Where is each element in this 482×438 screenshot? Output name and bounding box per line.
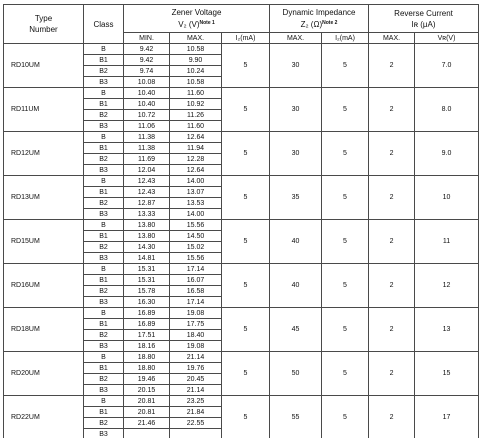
zener-voltage-title: Zener Voltage [171,8,222,17]
class-cell: B1 [84,55,124,66]
min-voltage-cell: 14.81 [124,253,170,264]
class-cell: B2 [84,110,124,121]
type-number-cell: RD13UM [4,176,84,220]
impedance-iz-cell: 5 [322,176,369,220]
max-voltage-cell: 13.07 [170,187,222,198]
max-voltage-cell: 19.76 [170,363,222,374]
min-voltage-cell: 20.81 [124,396,170,407]
max-voltage-cell: 15.56 [170,220,222,231]
reverse-max-cell: 2 [369,396,415,438]
max-voltage-cell: 21.84 [170,407,222,418]
iz-cell: 5 [222,396,270,438]
impedance-iz-cell: 5 [322,44,369,88]
iz-cell: 5 [222,132,270,176]
min-voltage-cell: 15.78 [124,286,170,297]
max-voltage-cell: 11.94 [170,143,222,154]
table-row [4,220,479,231]
table-row [4,132,479,143]
max-voltage-cell: 12.64 [170,132,222,143]
max-voltage-cell: 15.02 [170,242,222,253]
min-voltage-cell: 13.80 [124,220,170,231]
max-voltage-cell: 13.53 [170,198,222,209]
table-row [4,396,479,407]
impedance-iz-cell: 5 [322,396,369,438]
max-voltage-cell: 19.08 [170,308,222,319]
min-voltage-cell: 12.43 [124,176,170,187]
min-voltage-cell: 10.08 [124,77,170,88]
class-cell: B3 [84,165,124,176]
min-voltage-cell: 12.87 [124,198,170,209]
max-voltage-cell: 18.40 [170,330,222,341]
header-row [4,5,479,33]
max-voltage-cell: 10.58 [170,44,222,55]
min-voltage-cell: 16.30 [124,297,170,308]
class-cell: B3 [84,429,124,438]
max-voltage-cell: 19.08 [170,341,222,352]
table-body [4,44,479,438]
impedance-iz-cell: 5 [322,88,369,132]
max-voltage-cell: 23.25 [170,396,222,407]
max-voltage-cell: 12.64 [170,165,222,176]
document-page [3,4,479,438]
class-cell: B3 [84,209,124,220]
min-voltage-cell: 13.80 [124,231,170,242]
min-header: MIN. [124,33,170,44]
max-voltage-cell: 10.24 [170,66,222,77]
max-voltage-cell: 17.14 [170,264,222,275]
vr-cell: 10 [415,176,479,220]
min-voltage-cell: 12.04 [124,165,170,176]
min-voltage-cell: 9.42 [124,44,170,55]
min-voltage-cell: 21.46 [124,418,170,429]
impedance-max-cell: 30 [270,132,322,176]
dynamic-impedance-symbol: Z₂ (Ω) [300,20,323,29]
max-voltage-cell: 16.07 [170,275,222,286]
max-voltage-cell: 11.60 [170,121,222,132]
impedance-max-cell: 40 [270,220,322,264]
class-cell: B1 [84,143,124,154]
max-voltage-cell: 20.45 [170,374,222,385]
reverse-max-cell: 2 [369,264,415,308]
reverse-max-cell: 2 [369,132,415,176]
class-cell: B3 [84,121,124,132]
class-cell: B [84,352,124,363]
iz-cell: 5 [222,88,270,132]
class-cell: B1 [84,319,124,330]
iz-cell: 5 [222,308,270,352]
class-cell: B2 [84,66,124,77]
vr-cell: 15 [415,352,479,396]
type-number-cell: RD10UM [4,44,84,88]
min-voltage-cell: 13.33 [124,209,170,220]
max-voltage-cell: 14.50 [170,231,222,242]
min-voltage-cell: 18.80 [124,352,170,363]
dynamic-impedance-header [270,5,369,33]
min-voltage-cell: 11.38 [124,143,170,154]
min-voltage-cell: 16.89 [124,319,170,330]
class-cell: B2 [84,286,124,297]
max-voltage-cell: 9.90 [170,55,222,66]
table-row [4,264,479,275]
type-header-line2: Number [29,25,58,34]
min-voltage-cell: 16.89 [124,308,170,319]
min-voltage-cell: 18.80 [124,363,170,374]
class-cell: B2 [84,418,124,429]
min-voltage-cell: 15.31 [124,264,170,275]
table-row [4,352,479,363]
min-voltage-cell: 12.43 [124,187,170,198]
class-cell: B [84,88,124,99]
max-voltage-cell [170,429,222,438]
vr-cell: 17 [415,396,479,438]
min-voltage-cell: 10.40 [124,88,170,99]
max-voltage-cell: 11.26 [170,110,222,121]
type-header-line1: Type [34,14,53,23]
max-voltage-cell: 21.14 [170,352,222,363]
class-cell: B1 [84,275,124,286]
min-voltage-cell: 14.30 [124,242,170,253]
min-voltage-cell: 15.31 [124,275,170,286]
table-row [4,44,479,55]
class-cell: B [84,264,124,275]
min-voltage-cell: 9.42 [124,55,170,66]
class-cell: B2 [84,330,124,341]
min-voltage-cell: 10.40 [124,99,170,110]
type-number-cell: RD20UM [4,352,84,396]
class-cell: B2 [84,154,124,165]
table-row [4,176,479,187]
class-cell: B [84,44,124,55]
impedance-max-header: MAX. [270,33,322,44]
reverse-max-cell: 2 [369,308,415,352]
class-cell: B3 [84,297,124,308]
min-voltage-cell: 11.06 [124,121,170,132]
iz-cell: 5 [222,44,270,88]
impedance-max-cell: 45 [270,308,322,352]
max-voltage-cell: 12.28 [170,154,222,165]
reverse-max-cell: 2 [369,176,415,220]
reverse-current-header [369,5,479,33]
min-voltage-cell: 10.72 [124,110,170,121]
class-cell: B [84,220,124,231]
max-voltage-cell: 17.75 [170,319,222,330]
max-voltage-cell: 14.00 [170,176,222,187]
class-cell: B [84,132,124,143]
reverse-max-cell: 2 [369,44,415,88]
reverse-max-cell: 2 [369,88,415,132]
min-voltage-cell: 20.81 [124,407,170,418]
note-1-ref: Note 1 [199,20,215,26]
class-cell: B1 [84,231,124,242]
impedance-max-cell: 50 [270,352,322,396]
impedance-max-cell: 30 [270,88,322,132]
max-header: MAX. [170,33,222,44]
impedance-iz-cell: 5 [322,132,369,176]
zener-diode-spec-table [3,4,479,438]
class-cell: B1 [84,187,124,198]
vr-cell: 12 [415,264,479,308]
type-number-cell: RD15UM [4,220,84,264]
impedance-iz-cell: 5 [322,220,369,264]
class-cell: B3 [84,253,124,264]
note-2-ref: Note 2 [322,20,338,26]
max-voltage-cell: 10.58 [170,77,222,88]
class-cell: B2 [84,198,124,209]
iz-cell: 5 [222,176,270,220]
max-voltage-cell: 15.56 [170,253,222,264]
type-number-cell: RD11UM [4,88,84,132]
impedance-iz-cell: 5 [322,352,369,396]
reverse-max-header: MAX. [369,33,415,44]
dynamic-impedance-title: Dynamic Impedance [282,8,356,17]
class-cell: B [84,176,124,187]
iz-cell: 5 [222,220,270,264]
reverse-max-cell: 2 [369,220,415,264]
min-voltage-cell: 19.46 [124,374,170,385]
class-cell: B2 [84,374,124,385]
iz-cell: 5 [222,352,270,396]
zener-voltage-header [124,5,270,33]
type-number-header [4,5,84,44]
iz-header: I₂(mA) [222,33,270,44]
class-cell: B1 [84,99,124,110]
class-cell: B [84,396,124,407]
min-voltage-cell [124,429,170,438]
vr-header: Vʀ(V) [415,33,479,44]
impedance-max-cell: 55 [270,396,322,438]
type-number-cell: RD12UM [4,132,84,176]
min-voltage-cell: 17.51 [124,330,170,341]
max-voltage-cell: 16.58 [170,286,222,297]
reverse-max-cell: 2 [369,352,415,396]
type-number-cell: RD18UM [4,308,84,352]
type-number-cell: RD22UM [4,396,84,438]
impedance-iz-cell: 5 [322,308,369,352]
reverse-current-symbol: Iʀ (μA) [411,19,436,29]
zener-voltage-symbol: V₂ (V) [178,20,200,29]
max-voltage-cell: 21.14 [170,385,222,396]
impedance-max-cell: 40 [270,264,322,308]
type-number-cell: RD16UM [4,264,84,308]
vr-cell: 13 [415,308,479,352]
vr-cell: 7.0 [415,44,479,88]
table-row [4,88,479,99]
class-cell: B3 [84,385,124,396]
max-voltage-cell: 17.14 [170,297,222,308]
max-voltage-cell: 14.00 [170,209,222,220]
class-cell: B2 [84,242,124,253]
min-voltage-cell: 11.69 [124,154,170,165]
reverse-current-title: Reverse Current [394,8,453,18]
impedance-max-cell: 35 [270,176,322,220]
vr-cell: 8.0 [415,88,479,132]
class-cell: B1 [84,363,124,374]
min-voltage-cell: 9.74 [124,66,170,77]
impedance-max-cell: 30 [270,44,322,88]
max-voltage-cell: 22.55 [170,418,222,429]
table-row [4,308,479,319]
class-cell: B3 [84,341,124,352]
class-cell: B3 [84,77,124,88]
max-voltage-cell: 11.60 [170,88,222,99]
class-cell: B [84,308,124,319]
min-voltage-cell: 18.16 [124,341,170,352]
vr-cell: 11 [415,220,479,264]
impedance-iz-header: I₂(mA) [322,33,369,44]
vr-cell: 9.0 [415,132,479,176]
impedance-iz-cell: 5 [322,264,369,308]
class-header: Class [84,5,124,44]
class-cell: B1 [84,407,124,418]
min-voltage-cell: 11.38 [124,132,170,143]
min-voltage-cell: 20.15 [124,385,170,396]
max-voltage-cell: 10.92 [170,99,222,110]
iz-cell: 5 [222,264,270,308]
